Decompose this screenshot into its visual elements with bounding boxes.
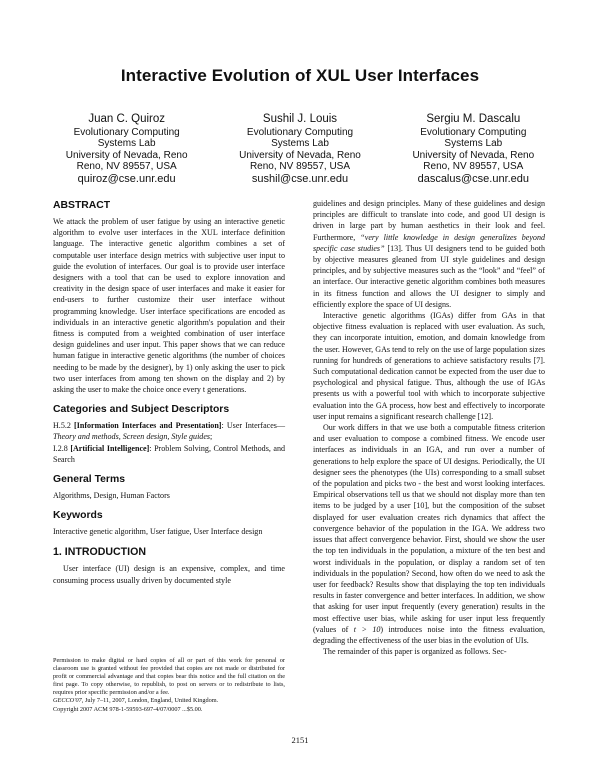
permission-notice: Permission to make digital or hard copies of all or part of this work for personal or classroom use is granted without fee provided that copies are not made or distributed for profit or commercial advantage and that copies bear this notice and the full citation on the first page. To copy otherwise, to republish, to post on servers or to redistribute to lists, requires prior specific permission and/or a fee. [53,657,285,697]
categories-heading: Categories and Subject Descriptors [53,404,230,416]
author-2 [213,112,386,186]
body-text: Our work differs in that we use both a computable fitness criterion and user evaluation to compose a combined fitness. We encode user interfaces as individuals in an IGA, and run over a number of generations to help explore the space of UI designs. Periodically, the UI designer sees the phenotypes (the UIs) corresponding to a small subset of the population and picks two - the best and worst looking interfaces. Empirical observations tell us that we should not display more than ten items to be judged by a user [10], but the composition of the subset displayed for user evaluation creates rich dynamics that affect the convergence behavior of the population in the IGA. We address two issues that affect convergence behavior. First, should we show the user the top ten individuals in the population, a mixture of the ten best and worst individuals in the population, or display a random set of ten individuals in the population? Second, how often do we need to ask the user for feedback? Results show that displaying the top ten individuals results in faster convergence and better interfaces. In addition, we show that asking for user input frequently (every generation) results in the most effective user bias, while asking for user input less frequently (values of [313,423,545,634]
author-address: Reno, NV 89557, USA [423,161,524,173]
venue-name: GECCO'07, [53,697,84,705]
left-column [53,199,285,586]
body-quote: “very little knowledge in design generalizes beyond specific case studies” [313,232,546,253]
introduction-heading: 1. INTRODUCTION [53,546,146,559]
author-lab: Systems Lab [444,138,503,150]
author-email: sushil@cse.unr.edu [251,172,349,185]
copyright-line: Copyright 2007 ACM 978-1-59593-697-4/07/0007 ...$5.00. [53,705,203,713]
category-code: H.5.2 [53,421,71,431]
body-paragraph [313,198,545,310]
category-text: ; [210,432,213,442]
abstract-text: We attack the problem of user fatigue by using an interactive genetic algorithm to evolve user interfaces in the XUL interface definition language. The interactive genetic algorithm combines a set of computable user interface design metrics with subjective user input to guide the evolution of interfaces. Our goal is to provide user interface designers with a tool that can be used to explore innovation and creativity in the design space of user interfaces and make it easier for end-users to further customize their user interface without programming knowledge. User interface specifications are encoded as individuals in an interactive genetic algorithm's population and their fitness is computed from a weighted combination of user interface design guidelines and user input. This paper shows that we can reduce human fatigue in interactive genetic algorithms (the number of choices needing to be made by the designer), by 1) only asking the user to pick two user interfaces from among ten shown on the display and 2) by asking the user to make the choice once every t generations. [53,217,285,395]
author-university: University of Nevada, Reno [239,149,361,161]
body-paragraph: The remainder of this paper is organized as follows. Sec- [323,647,507,657]
category-italic: Theory and methods, Screen design, Style guides [53,432,211,442]
venue-details: July 7–11, 2007, London, England, United Kingdom. [83,697,219,705]
body-text: guidelines and design principles. Many of these guidelines and design principles are difficult to translate into code, and good UI design is driven in large part by human aesthetics in their look and feel. Furthermore, [313,199,545,242]
author-lab: Systems Lab [97,138,156,150]
body-text: [13]. Thus UI designers tend to be guided both by objective measures gleaned from UI style guidelines and design principles, and by subjective measures such as the “look” and “feel” of an interface. Our interactive genetic algorithm combines both measures in its fitness function and allows the UI designer to simply and efficiently explore the space of UI designs. [313,243,545,309]
author-university: University of Nevada, Reno [65,149,188,161]
author-3 [387,112,560,186]
body-paragraph [313,422,545,646]
category-text: : User Interfaces— [221,421,285,431]
category-code: I.2.8 [53,443,68,453]
general-terms-text: Algorithms, Design, Human Factors [53,491,170,501]
right-column [313,198,545,657]
author-lab: Systems Lab [271,138,329,150]
keywords-heading: Keywords [53,510,103,522]
keywords-text: Interactive genetic algorithm, User fatigue, User Interface design [53,527,263,537]
category-bold: [Artificial Intelligence] [70,443,150,453]
introduction-text: User interface (UI) design is an expensive, complex, and time consuming process usually driven by documented style [53,564,285,585]
page-number: 2151 [291,735,309,745]
body-math: t > 10 [353,624,381,634]
author-email: dascalus@cse.unr.edu [417,172,530,185]
author-address: Reno, NV 89557, USA [76,161,177,173]
author-address: Reno, NV 89557, USA [249,161,351,173]
author-lab: Evolutionary Computing [246,127,354,138]
author-lab: Evolutionary Computing [73,127,180,138]
author-1 [40,112,213,186]
categories-text [53,420,285,465]
author-block [40,112,560,186]
author-name: Sushil J. Louis [262,113,338,125]
copyright-block [53,657,285,714]
body-text: ) introduces noise into the fitness evaluation, degrading the effectiveness of the user bias in the evolution of UIs. [313,624,545,645]
paper-title: Interactive Evolution of XUL User Interfaces [120,66,480,85]
author-email: quiroz@cse.unr.edu [77,172,176,185]
author-lab: Evolutionary Computing [420,127,527,138]
abstract-heading: ABSTRACT [53,200,111,211]
category-text: : Problem Solving, Control Methods, and Search [53,443,286,464]
author-university: University of Nevada, Reno [412,149,535,161]
body-paragraph: Interactive genetic algorithms (IGAs) differ from GAs in that objective fitness evaluation is replaced with user evaluation. As such, they can incorporate intuition, emotion, and domain knowledge from the user. However, GAs tend to rely on the use of large population sizes running for hundreds of generations to achieve satisfactory results [7]. Such computational dedication cannot be expected from the user due to psychological and physical fatigue. Thus, although the use of IGAs presents us with a powerful tool with which to incorporate subjective evaluation into the GA process, how best and effectively to incorporate user input remains a significant research challenge [12]. [313,311,545,421]
category-bold: [Information Interfaces and Presentation] [74,421,222,431]
general-terms-heading: General Terms [53,474,125,486]
author-name: Juan C. Quiroz [88,113,166,125]
venue-line [53,697,285,705]
author-name: Sergiu M. Dascalu [426,113,521,125]
